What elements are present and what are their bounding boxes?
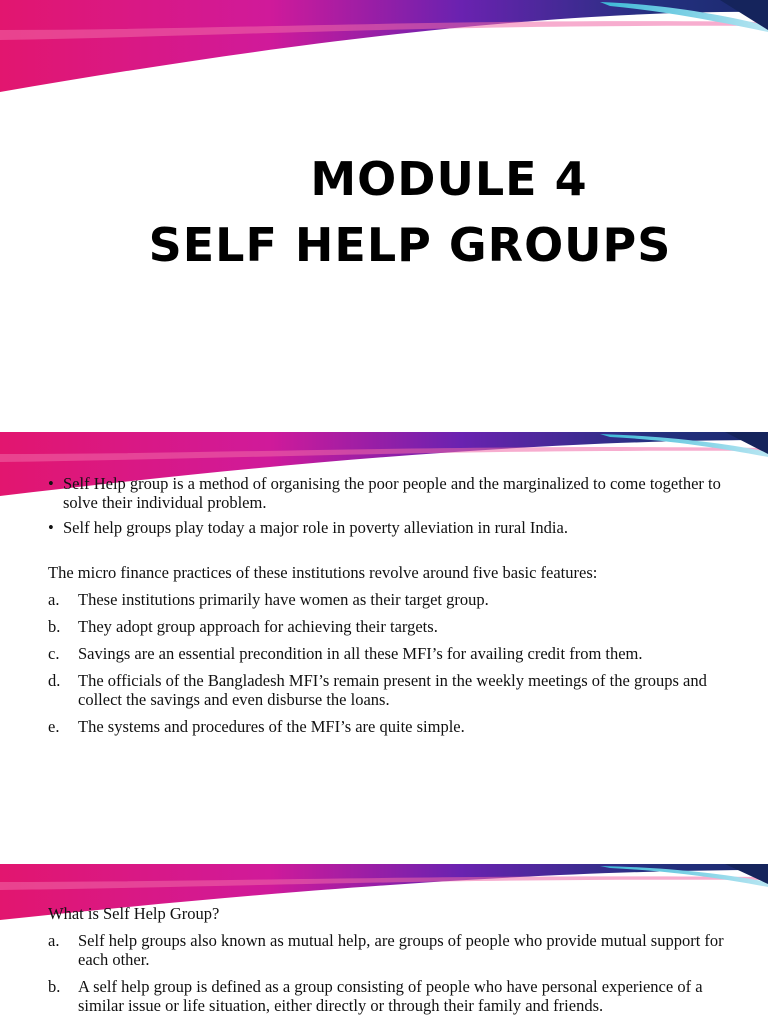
slide-3 xyxy=(0,864,768,1024)
slide-2 xyxy=(0,432,768,864)
list-item-text: They adopt group approach for achieving their targets. xyxy=(78,617,438,636)
list-item-text: Savings are an essential precondition in all these MFI’s for availing credit from them. xyxy=(78,644,643,663)
bullet-list xyxy=(48,474,728,537)
list-item xyxy=(48,931,728,969)
list-item xyxy=(48,617,728,636)
slide-3-heading: What is Self Help Group? xyxy=(48,904,220,923)
slide-3-body xyxy=(48,904,728,1023)
bullet-item: • Self help groups play today a major role in poverty alleviation in rural India. xyxy=(48,518,728,537)
list-marker: e. xyxy=(48,717,60,736)
list-item xyxy=(48,644,728,663)
slide-2-body xyxy=(48,474,728,744)
bullet-item: • Self Help group is a method of organising the poor people and the marginalized to come together to solve their individual problem. xyxy=(48,474,728,512)
list-item-text: The systems and procedures of the MFI’s are quite simple. xyxy=(78,717,465,736)
list-marker: d. xyxy=(48,671,61,690)
title-slide xyxy=(0,0,768,432)
list-item xyxy=(48,977,728,1015)
title-line-2: SELF HELP GROUPS xyxy=(148,218,672,272)
intro-paragraph: The micro finance practices of these institutions revolve around five basic features: xyxy=(48,563,598,582)
title-line-1: MODULE 4 xyxy=(310,152,588,206)
list-item-text: These institutions primarily have women as their target group. xyxy=(78,590,489,609)
definition-list xyxy=(48,931,728,1015)
list-item xyxy=(48,717,728,736)
decorative-swoosh-banner xyxy=(0,0,768,100)
list-item-text: The officials of the Bangladesh MFI’s remain present in the weekly meetings of the groups and collect the savings and even disburse the loans. xyxy=(78,671,707,709)
list-item xyxy=(48,671,728,709)
list-marker: c. xyxy=(48,644,60,663)
feature-list xyxy=(48,590,728,736)
list-marker: b. xyxy=(48,617,61,636)
list-item xyxy=(48,590,728,609)
list-marker: a. xyxy=(48,590,60,609)
list-item-text: Self help groups also known as mutual help, are groups of people who provide mutual support for each other. xyxy=(78,931,724,969)
list-item-text: A self help group is defined as a group consisting of people who have personal experience of a similar issue or life situation, either directly or through their family and friends. xyxy=(78,977,703,1015)
list-marker: b. xyxy=(48,977,61,996)
list-marker: a. xyxy=(48,931,60,950)
